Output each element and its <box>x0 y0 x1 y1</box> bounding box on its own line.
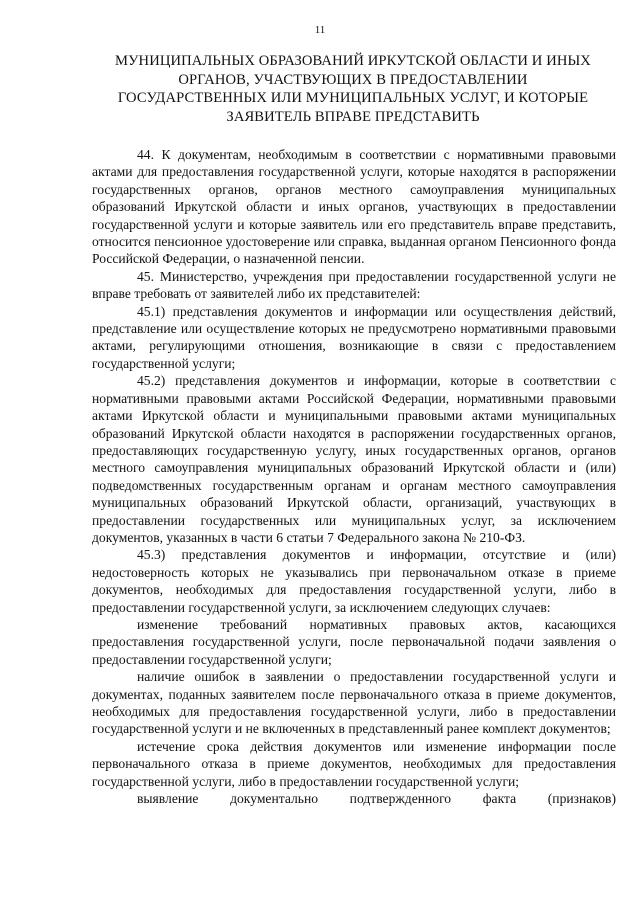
paragraph-45-3: 45.3) представления документов и информации, отсутствие и (или) недостоверность которых не указывались при первоначальном отказе в приеме документов, необходимых для предоставления государственной услуги, либо в предоставлении государственной услуги, за исключением следующих случаев: <box>92 547 616 615</box>
paragraph-45-1: 45.1) представления документов и информации или осуществления действий, представление или осуществление которых не предусмотрено нормативными правовыми актами, регулирующими отношения, возникающие в связи с предоставлением государственной услуги; <box>92 303 616 371</box>
exception-item: изменение требований нормативных правовых актов, касающихся предоставления государственной услуги, после первоначальной подачи заявления о предоставлении государственной услуги; <box>92 616 616 667</box>
paragraph-45: 45. Министерство, учреждения при предоставлении государственной услуги не вправе требовать от заявителей либо их представителей: <box>92 268 616 302</box>
page-number: 11 <box>314 24 326 36</box>
document-body <box>92 146 616 807</box>
exception-item: выявление документально подтвержденного факта (признаков) <box>137 791 616 807</box>
section-heading <box>90 52 616 126</box>
paragraph-44: 44. К документам, необходимым в соответствии с нормативными правовыми актами для предоставления государственной услуги, которые находятся в распоряжении государственных органов, органов местного самоуправления муниципальных образований Иркутской области и иных органов, участвующих в предоставлении государственной услуги и которые заявитель или его представитель вправе представить, относится пенсионное удостоверение или справка, выданная органом Пенсионного фонда Российской Федерации, о назначенной пенсии. <box>92 147 616 267</box>
heading-line: ЗАЯВИТЕЛЬ ВПРАВЕ ПРЕДСТАВИТЬ <box>226 108 480 125</box>
heading-line: ГОСУДАРСТВЕННЫХ ИЛИ МУНИЦИПАЛЬНЫХ УСЛУГ, И КОТОРЫЕ <box>117 90 589 106</box>
exception-item: наличие ошибок в заявлении о предоставлении государственной услуги и документах, поданных заявителем после первоначального отказа в приеме документов, необходимых для предоставления государственной услуги, либо в предоставлении государственной услуги и не включенных в представленный ранее комплект документов; <box>92 669 616 737</box>
exception-item: истечение срока действия документов или изменение информации после первоначального отказа в приеме документов, необходимых для предоставления государственной услуги, либо в предоставлении государственной услуги; <box>92 738 616 789</box>
heading-line: МУНИЦИПАЛЬНЫХ ОБРАЗОВАНИЙ ИРКУТСКОЙ ОБЛАСТИ И ИНЫХ <box>115 53 591 69</box>
heading-line: ОРГАНОВ, УЧАСТВУЮЩИХ В ПРЕДОСТАВЛЕНИИ <box>178 71 528 88</box>
paragraph-45-2: 45.2) представления документов и информации, которые в соответствии с нормативными правовыми актами Российской Федерации, нормативными правовыми актами Иркутской области и муниципальными правовыми актами муниципальных образований Иркутской области находятся в распоряжении государственных органов, предоставляющих государственную услугу, иных государственных органов, органов местного самоуправления муниципальных образований Иркутской области и (или) подведомственных государственным органам и органам местного самоуправления муниципальных образований Иркутской области, организаций, участвующих в предоставлении государственных или муниципальных услуг, за исключением документов, указанных в части 6 статьи 7 Федерального закона № 210-ФЗ. <box>92 373 616 545</box>
